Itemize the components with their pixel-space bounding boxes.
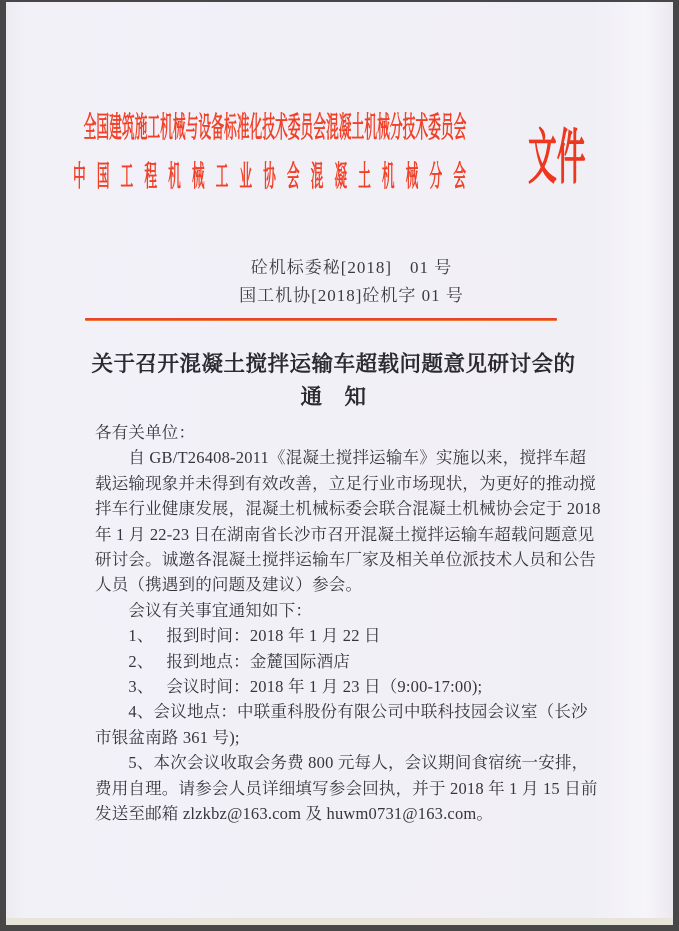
salutation: 各有关单位： bbox=[95, 423, 196, 442]
letterhead-org-line-2: 中国工程机械工业协会混凝土机械分会 bbox=[73, 161, 477, 193]
body-line-list-item: 1、 报到时间：2018 年 1 月 22 日 bbox=[95, 626, 381, 646]
notice-body bbox=[95, 420, 601, 827]
body-line-list-item: 3、 会议时间：2018 年 1 月 23 日（9:00-17:00); bbox=[95, 677, 483, 697]
scanner-bed-strip bbox=[6, 918, 673, 925]
body-line: 拌车行业健康发展，混凝土机械标委会联合混凝土机械协会定于 2018 bbox=[95, 499, 601, 519]
body-line: 自 GB/T26408-2011《混凝土搅拌运输车》实施以来，搅拌车超 bbox=[95, 448, 587, 468]
body-line-list-item: 2、 报到地点：金麓国际酒店 bbox=[95, 651, 351, 671]
notice-title-line-1: 关于召开混凝土搅拌运输车超载问题意见研讨会的 bbox=[91, 352, 576, 376]
body-line: 年 1 月 22-23 日在湖南省长沙市召开混凝土搅拌运输车超载问题意见 bbox=[95, 524, 595, 544]
red-separator-line bbox=[85, 318, 557, 321]
document-page bbox=[6, 2, 673, 918]
letterhead-doc-type-label: 文件 bbox=[528, 124, 586, 191]
body-line: 载运输现象并未得到有效改善，立足行业市场现状，为更好的推动搅 bbox=[95, 473, 596, 493]
body-line: 市银盆南路 361 号); bbox=[95, 727, 240, 747]
body-line: 会议有关事宜通知如下： bbox=[95, 600, 313, 620]
body-line: 发送至邮箱 zlzkbz@163.com 及 huwm0731@163.com。 bbox=[95, 804, 494, 824]
notice-title bbox=[0, 348, 673, 414]
body-line: 人员（携遇到的问题及建议）参会。 bbox=[95, 575, 363, 595]
body-line: 研讨会。诚邀各混凝土搅拌运输车厂家及相关单位派技术人员和公告 bbox=[95, 550, 596, 570]
body-line-list-item: 5、本次会议收取会务费 800 元每人，会议期间食宿统一安排， bbox=[95, 753, 589, 773]
doc-number-line-1: 砼机标委秘[2018] 01 号 bbox=[250, 258, 453, 277]
letterhead-org-line-1: 全国建筑施工机械与设备标准化技术委员会混凝土机械分技术委员会 bbox=[83, 112, 467, 144]
body-line-list-item: 4、会议地点：中联重科股份有限公司中联科技园会议室（长沙 bbox=[95, 702, 588, 722]
doc-number-block bbox=[18, 254, 679, 310]
doc-number-line-2: 国工机协[2018]砼机字 01 号 bbox=[239, 286, 464, 305]
body-line: 费用自理。请参会人员详细填写参会回执，并于 2018 年 1 月 15 日前 bbox=[95, 778, 598, 798]
notice-title-line-2: 通 知 bbox=[300, 385, 367, 409]
